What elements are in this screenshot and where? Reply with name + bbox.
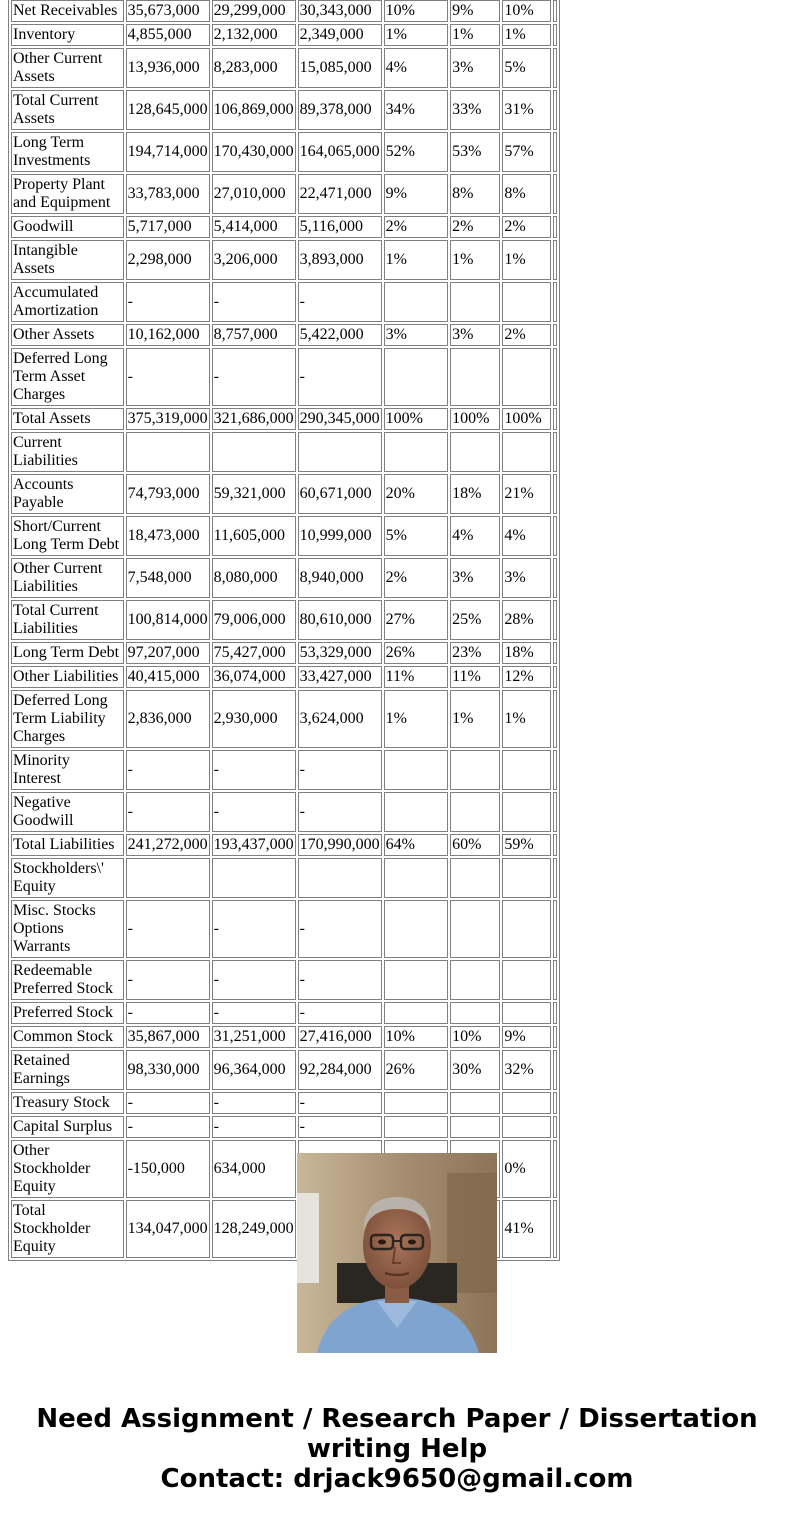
table-cell-edge [553, 516, 557, 556]
table-cell-row-label: Inventory [11, 24, 124, 46]
table-row [11, 834, 557, 856]
table-cell-percent-col-3: 28% [502, 600, 551, 640]
table-cell-value-col-1: - [126, 348, 210, 406]
table-row [11, 960, 557, 1000]
table-cell-edge [553, 348, 557, 406]
table-cell-edge [553, 1116, 557, 1138]
table-cell-percent-col-3: 5% [502, 48, 551, 88]
table-cell-value-col-2: 193,437,000 [212, 834, 296, 856]
table-cell-edge [553, 642, 557, 664]
table-cell-percent-col-3: 8% [502, 174, 551, 214]
table-cell-percent-col-3 [502, 792, 551, 832]
table-cell-percent-col-2: 1% [450, 24, 500, 46]
table-cell-value-col-1: 7,548,000 [126, 558, 210, 598]
table-cell-percent-col-2: 1% [450, 240, 500, 280]
table-cell-percent-col-2 [450, 960, 500, 1000]
table-cell-percent-col-3: 1% [502, 690, 551, 748]
table-cell-percent-col-3: 32% [502, 1050, 551, 1090]
table-cell-percent-col-2: 3% [450, 48, 500, 88]
table-cell-value-col-1: 128,645,000 [126, 90, 210, 130]
table-cell-percent-col-2 [450, 750, 500, 790]
table-cell-percent-col-1 [384, 1092, 449, 1114]
table-cell-edge [553, 0, 557, 22]
table-cell-row-label: Redeemable Preferred Stock [11, 960, 124, 1000]
table-cell-percent-col-3 [502, 960, 551, 1000]
table-cell-value-col-3: 3,624,000 [298, 690, 382, 748]
table-cell-edge [553, 216, 557, 238]
table-cell-percent-col-3: 2% [502, 216, 551, 238]
table-cell-row-label: Net Receivables [11, 0, 124, 22]
table-cell-percent-col-3: 100% [502, 408, 551, 430]
table-cell-percent-col-2: 33% [450, 90, 500, 130]
table-cell-value-col-3: 2,349,000 [298, 24, 382, 46]
table-cell-percent-col-3: 57% [502, 132, 551, 172]
table-cell-percent-col-2: 4% [450, 516, 500, 556]
table-cell-value-col-3: 33,427,000 [298, 666, 382, 688]
table-row [11, 282, 557, 322]
table-row [11, 666, 557, 688]
table-cell-value-col-1: 74,793,000 [126, 474, 210, 514]
table-cell-percent-col-3: 12% [502, 666, 551, 688]
table-row [11, 558, 557, 598]
table-cell-value-col-3: 27,416,000 [298, 1026, 382, 1048]
table-cell-percent-col-1: 1% [384, 240, 449, 280]
table-cell-value-col-1: 35,867,000 [126, 1026, 210, 1048]
table-cell-row-label: Goodwill [11, 216, 124, 238]
table-cell-value-col-3: 5,422,000 [298, 324, 382, 346]
table-cell-value-col-2: 11,605,000 [212, 516, 296, 556]
table-cell-value-col-1: 2,298,000 [126, 240, 210, 280]
table-cell-value-col-1: 98,330,000 [126, 1050, 210, 1090]
table-cell-row-label: Other Current Liabilities [11, 558, 124, 598]
table-cell-percent-col-1 [384, 750, 449, 790]
table-cell-row-label: Other Assets [11, 324, 124, 346]
table-cell-percent-col-3: 3% [502, 558, 551, 598]
table-cell-value-col-2: 3,206,000 [212, 240, 296, 280]
table-cell-percent-col-1: 1% [384, 24, 449, 46]
table-cell-row-label: Long Term Investments [11, 132, 124, 172]
table-cell-value-col-1: 241,272,000 [126, 834, 210, 856]
table-row [11, 0, 557, 22]
table-cell-value-col-1: - [126, 282, 210, 322]
table-cell-row-label: Common Stock [11, 1026, 124, 1048]
table-cell-row-label: Capital Surplus [11, 1116, 124, 1138]
table-cell-value-col-2: 79,006,000 [212, 600, 296, 640]
table-cell-row-label: Treasury Stock [11, 1092, 124, 1114]
table-cell-row-label: Intangible Assets [11, 240, 124, 280]
table-cell-edge [553, 690, 557, 748]
table-cell-percent-col-1: 1% [384, 690, 449, 748]
table-cell-percent-col-2: 9% [450, 0, 500, 22]
table-cell-percent-col-2: 30% [450, 1050, 500, 1090]
table-cell-value-col-2: 5,414,000 [212, 216, 296, 238]
table-cell-row-label: Total Stockholder Equity [11, 1200, 124, 1258]
table-row [11, 174, 557, 214]
table-cell-value-col-1: - [126, 1002, 210, 1024]
table-cell-value-col-3: 3,893,000 [298, 240, 382, 280]
table-cell-edge [553, 24, 557, 46]
table-cell-edge [553, 1050, 557, 1090]
table-row [11, 474, 557, 514]
table-cell-percent-col-3: 1% [502, 240, 551, 280]
table-cell-percent-col-3 [502, 900, 551, 958]
table-cell-value-col-1: 194,714,000 [126, 132, 210, 172]
table-cell-percent-col-2 [450, 900, 500, 958]
table-cell-row-label: Retained Earnings [11, 1050, 124, 1090]
table-cell-row-label: Negative Goodwill [11, 792, 124, 832]
table-cell-value-col-1 [126, 432, 210, 472]
table-cell-value-col-2: 96,364,000 [212, 1050, 296, 1090]
table-row [11, 642, 557, 664]
table-cell-value-col-3: - [298, 792, 382, 832]
table-cell-value-col-3 [298, 858, 382, 898]
table-row [11, 1092, 557, 1114]
table-cell-row-label: Total Current Assets [11, 90, 124, 130]
table-cell-value-col-1: 97,207,000 [126, 642, 210, 664]
table-cell-percent-col-2: 60% [450, 834, 500, 856]
table-cell-percent-col-1: 26% [384, 642, 449, 664]
table-cell-percent-col-2: 53% [450, 132, 500, 172]
table-cell-edge [553, 960, 557, 1000]
table-cell-edge [553, 1140, 557, 1198]
table-cell-edge [553, 240, 557, 280]
table-cell-row-label: Other Current Assets [11, 48, 124, 88]
table-cell-percent-col-1 [384, 432, 449, 472]
table-cell-percent-col-1 [384, 900, 449, 958]
table-cell-percent-col-1 [384, 960, 449, 1000]
table-cell-value-col-1: 10,162,000 [126, 324, 210, 346]
table-cell-value-col-2: 36,074,000 [212, 666, 296, 688]
table-cell-percent-col-1 [384, 1002, 449, 1024]
table-cell-edge [553, 474, 557, 514]
table-cell-value-col-3: - [298, 750, 382, 790]
table-cell-value-col-3: 10,999,000 [298, 516, 382, 556]
table-cell-value-col-3: 89,378,000 [298, 90, 382, 130]
table-cell-value-col-1: 18,473,000 [126, 516, 210, 556]
table-cell-value-col-1: 100,814,000 [126, 600, 210, 640]
table-cell-percent-col-3: 10% [502, 0, 551, 22]
table-cell-value-col-1: - [126, 1092, 210, 1114]
table-cell-value-col-1: 40,415,000 [126, 666, 210, 688]
table-cell-value-col-3: 170,990,000 [298, 834, 382, 856]
table-cell-value-col-1: - [126, 750, 210, 790]
table-cell-percent-col-1 [384, 348, 449, 406]
table-cell-percent-col-2: 25% [450, 600, 500, 640]
table-cell-value-col-3: - [298, 348, 382, 406]
table-cell-value-col-3: 80,610,000 [298, 600, 382, 640]
table-cell-percent-col-3: 0% [502, 1140, 551, 1198]
table-cell-edge [553, 1092, 557, 1114]
table-cell-value-col-2: 27,010,000 [212, 174, 296, 214]
table-cell-edge [553, 666, 557, 688]
table-row [11, 1116, 557, 1138]
table-cell-percent-col-1: 20% [384, 474, 449, 514]
table-cell-value-col-2: - [212, 960, 296, 1000]
table-cell-value-col-2: - [212, 348, 296, 406]
table-cell-percent-col-3 [502, 1002, 551, 1024]
table-cell-percent-col-2: 1% [450, 690, 500, 748]
table-cell-value-col-1: 13,936,000 [126, 48, 210, 88]
table-row [11, 750, 557, 790]
table-cell-percent-col-1: 5% [384, 516, 449, 556]
table-cell-value-col-1: - [126, 792, 210, 832]
footer-contact-line: Contact: drjack9650@gmail.com [160, 1464, 634, 1494]
table-cell-value-col-2: 31,251,000 [212, 1026, 296, 1048]
table-cell-value-col-1: 35,673,000 [126, 0, 210, 22]
table-cell-percent-col-2 [450, 792, 500, 832]
table-cell-value-col-2: 2,132,000 [212, 24, 296, 46]
footer-help-line: Need Assignment / Research Paper / Dissertation writing Help [36, 1404, 758, 1464]
table-cell-percent-col-2 [450, 282, 500, 322]
table-cell-value-col-2: 59,321,000 [212, 474, 296, 514]
table-cell-edge [553, 1026, 557, 1048]
table-cell-percent-col-2: 2% [450, 216, 500, 238]
table-cell-value-col-2: 29,299,000 [212, 0, 296, 22]
table-row [11, 432, 557, 472]
table-cell-edge [553, 48, 557, 88]
table-cell-percent-col-3: 2% [502, 324, 551, 346]
table-cell-value-col-2: - [212, 1116, 296, 1138]
table-cell-percent-col-2 [450, 432, 500, 472]
table-cell-value-col-2: 8,080,000 [212, 558, 296, 598]
table-cell-percent-col-1: 10% [384, 1026, 449, 1048]
table-cell-percent-col-1 [384, 1116, 449, 1138]
table-cell-value-col-2: - [212, 792, 296, 832]
table-cell-value-col-3: 164,065,000 [298, 132, 382, 172]
table-cell-percent-col-3 [502, 858, 551, 898]
table-cell-value-col-2: 8,283,000 [212, 48, 296, 88]
table-cell-percent-col-1: 2% [384, 216, 449, 238]
table-cell-edge [553, 858, 557, 898]
table-cell-value-col-3: 53,329,000 [298, 642, 382, 664]
table-cell-percent-col-3: 9% [502, 1026, 551, 1048]
table-row [11, 516, 557, 556]
table-cell-value-col-3 [298, 432, 382, 472]
table-cell-percent-col-2: 8% [450, 174, 500, 214]
table-row [11, 600, 557, 640]
table-row [11, 1026, 557, 1048]
table-cell-row-label: Deferred Long Term Asset Charges [11, 348, 124, 406]
table-cell-percent-col-3 [502, 348, 551, 406]
table-cell-value-col-2: 170,430,000 [212, 132, 296, 172]
table-row [11, 690, 557, 748]
table-cell-value-col-1: -150,000 [126, 1140, 210, 1198]
table-cell-edge [553, 132, 557, 172]
table-cell-edge [553, 600, 557, 640]
table-cell-value-col-3: 8,940,000 [298, 558, 382, 598]
table-cell-value-col-2: - [212, 900, 296, 958]
table-cell-percent-col-2: 3% [450, 558, 500, 598]
table-cell-value-col-3: 15,085,000 [298, 48, 382, 88]
table-cell-percent-col-3: 18% [502, 642, 551, 664]
balance-sheet-table-container [8, 0, 560, 1255]
table-cell-value-col-2: 106,869,000 [212, 90, 296, 130]
table-cell-percent-col-1: 9% [384, 174, 449, 214]
table-cell-percent-col-1 [384, 858, 449, 898]
table-cell-value-col-1 [126, 858, 210, 898]
table-cell-percent-col-3 [502, 282, 551, 322]
table-cell-percent-col-2 [450, 1002, 500, 1024]
table-cell-percent-col-2: 18% [450, 474, 500, 514]
table-cell-value-col-1: 2,836,000 [126, 690, 210, 748]
table-row [11, 324, 557, 346]
table-cell-value-col-2 [212, 858, 296, 898]
table-cell-percent-col-3: 4% [502, 516, 551, 556]
table-cell-percent-col-1: 52% [384, 132, 449, 172]
table-cell-edge [553, 174, 557, 214]
table-cell-value-col-2: 2,930,000 [212, 690, 296, 748]
table-row [11, 408, 557, 430]
table-cell-edge [553, 558, 557, 598]
table-cell-edge [553, 90, 557, 130]
table-cell-value-col-3: 5,116,000 [298, 216, 382, 238]
table-cell-edge [553, 750, 557, 790]
table-cell-percent-col-1: 11% [384, 666, 449, 688]
table-cell-value-col-2: - [212, 1002, 296, 1024]
table-cell-percent-col-2: 10% [450, 1026, 500, 1048]
table-row [11, 1050, 557, 1090]
table-cell-percent-col-3: 31% [502, 90, 551, 130]
table-cell-edge [553, 900, 557, 958]
table-cell-value-col-3: - [298, 960, 382, 1000]
table-cell-percent-col-1: 2% [384, 558, 449, 598]
table-cell-percent-col-1: 34% [384, 90, 449, 130]
table-cell-row-label: Long Term Debt [11, 642, 124, 664]
table-cell-percent-col-2: 23% [450, 642, 500, 664]
table-row [11, 348, 557, 406]
table-cell-value-col-1: - [126, 960, 210, 1000]
table-cell-value-col-2: 634,000 [212, 1140, 296, 1198]
table-cell-value-col-2: 128,249,000 [212, 1200, 296, 1258]
table-cell-edge [553, 432, 557, 472]
table-cell-percent-col-3 [502, 432, 551, 472]
table-cell-value-col-2: 75,427,000 [212, 642, 296, 664]
table-cell-value-col-3: - [298, 1092, 382, 1114]
table-cell-row-label: Property Plant and Equipment [11, 174, 124, 214]
table-cell-row-label: Total Assets [11, 408, 124, 430]
table-cell-value-col-2: 8,757,000 [212, 324, 296, 346]
table-cell-value-col-2: - [212, 282, 296, 322]
table-cell-edge [553, 324, 557, 346]
table-cell-edge [553, 282, 557, 322]
table-cell-percent-col-1 [384, 282, 449, 322]
table-cell-row-label: Stockholders\' Equity [11, 858, 124, 898]
table-cell-row-label: Other Stockholder Equity [11, 1140, 124, 1198]
table-cell-percent-col-2: 100% [450, 408, 500, 430]
table-cell-value-col-2: - [212, 750, 296, 790]
table-row [11, 24, 557, 46]
table-cell-percent-col-3: 1% [502, 24, 551, 46]
table-cell-edge [553, 1002, 557, 1024]
table-row [11, 216, 557, 238]
table-cell-edge [553, 834, 557, 856]
table-cell-percent-col-3 [502, 1092, 551, 1114]
table-cell-edge [553, 792, 557, 832]
table-cell-percent-col-2 [450, 1092, 500, 1114]
table-cell-percent-col-1 [384, 792, 449, 832]
table-cell-row-label: Other Liabilities [11, 666, 124, 688]
balance-sheet-table-body [11, 0, 557, 1258]
table-cell-percent-col-2 [450, 858, 500, 898]
table-cell-value-col-3: - [298, 1116, 382, 1138]
table-cell-percent-col-1: 64% [384, 834, 449, 856]
table-cell-percent-col-2: 3% [450, 324, 500, 346]
footer-contact-banner [0, 1404, 794, 1494]
table-cell-percent-col-1: 100% [384, 408, 449, 430]
table-cell-value-col-1: 134,047,000 [126, 1200, 210, 1258]
table-row [11, 1002, 557, 1024]
table-cell-row-label: Accounts Payable [11, 474, 124, 514]
table-cell-row-label: Misc. Stocks Options Warrants [11, 900, 124, 958]
table-row [11, 240, 557, 280]
table-cell-percent-col-2 [450, 348, 500, 406]
table-cell-value-col-3: 22,471,000 [298, 174, 382, 214]
table-cell-value-col-2 [212, 432, 296, 472]
table-cell-row-label: Total Current Liabilities [11, 600, 124, 640]
table-row [11, 900, 557, 958]
table-cell-value-col-1: - [126, 900, 210, 958]
table-cell-value-col-3: 60,671,000 [298, 474, 382, 514]
table-cell-percent-col-1: 27% [384, 600, 449, 640]
balance-sheet-table [8, 0, 560, 1261]
table-cell-percent-col-3: 59% [502, 834, 551, 856]
table-cell-percent-col-1: 4% [384, 48, 449, 88]
author-portrait-image [297, 1153, 497, 1353]
table-cell-value-col-3: - [298, 282, 382, 322]
table-row [11, 858, 557, 898]
table-cell-value-col-1: - [126, 1116, 210, 1138]
table-cell-percent-col-3: 21% [502, 474, 551, 514]
table-cell-value-col-3: - [298, 1002, 382, 1024]
table-cell-percent-col-1: 26% [384, 1050, 449, 1090]
table-cell-percent-col-1: 10% [384, 0, 449, 22]
table-cell-row-label: Preferred Stock [11, 1002, 124, 1024]
table-cell-value-col-2: 321,686,000 [212, 408, 296, 430]
table-row [11, 132, 557, 172]
table-cell-row-label: Total Liabilities [11, 834, 124, 856]
table-cell-value-col-3: 290,345,000 [298, 408, 382, 430]
table-cell-value-col-1: 4,855,000 [126, 24, 210, 46]
table-cell-edge [553, 1200, 557, 1258]
table-cell-percent-col-3: 41% [502, 1200, 551, 1258]
table-cell-row-label: Current Liabilities [11, 432, 124, 472]
table-cell-percent-col-1: 3% [384, 324, 449, 346]
table-cell-value-col-1: 5,717,000 [126, 216, 210, 238]
table-cell-value-col-1: 33,783,000 [126, 174, 210, 214]
table-cell-percent-col-2: 11% [450, 666, 500, 688]
table-cell-value-col-1: 375,319,000 [126, 408, 210, 430]
table-cell-row-label: Deferred Long Term Liability Charges [11, 690, 124, 748]
table-cell-percent-col-3 [502, 1116, 551, 1138]
table-row [11, 792, 557, 832]
table-cell-value-col-3: - [298, 900, 382, 958]
table-cell-value-col-3: 30,343,000 [298, 0, 382, 22]
table-cell-row-label: Short/Current Long Term Debt [11, 516, 124, 556]
author-avatar [297, 1153, 497, 1353]
table-cell-percent-col-3 [502, 750, 551, 790]
table-cell-percent-col-2 [450, 1116, 500, 1138]
table-row [11, 90, 557, 130]
table-cell-row-label: Minority Interest [11, 750, 124, 790]
table-cell-edge [553, 408, 557, 430]
table-cell-value-col-2: - [212, 1092, 296, 1114]
table-cell-row-label: Accumulated Amortization [11, 282, 124, 322]
table-row [11, 48, 557, 88]
table-cell-value-col-3: 92,284,000 [298, 1050, 382, 1090]
